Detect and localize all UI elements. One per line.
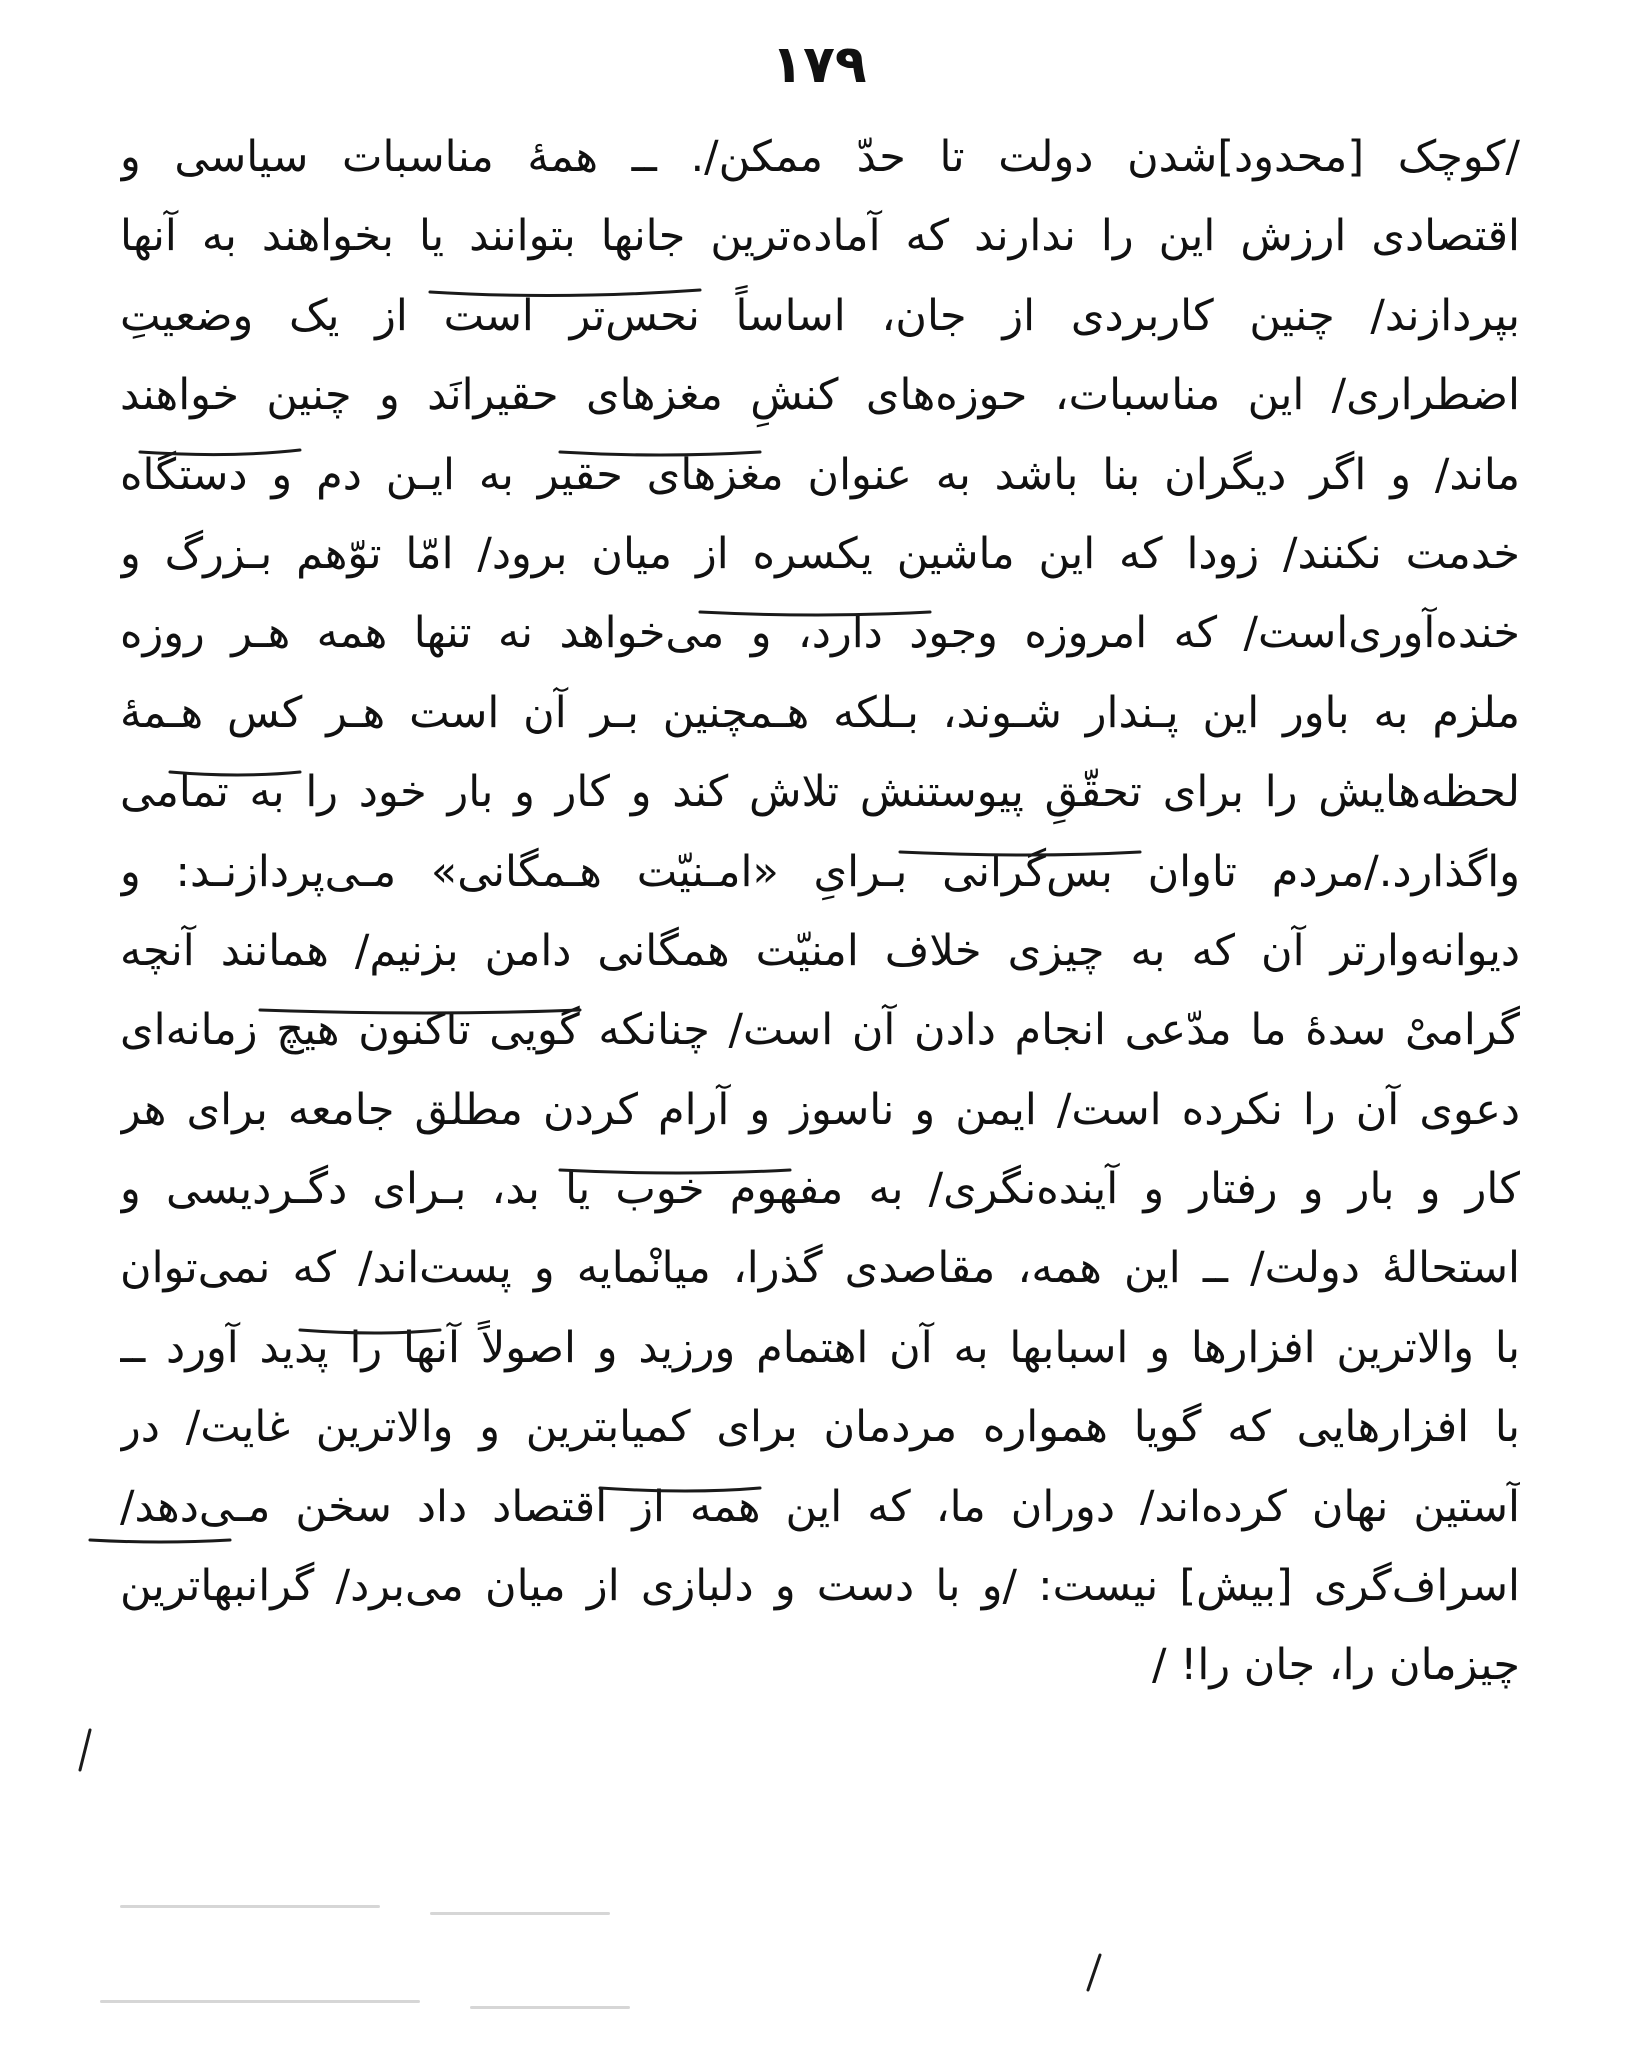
text-line: گرامیْ سدهٔ ما مدّعی انجام دادن آن است/ چنانکه گویی تاکنون هیچ زمانه‌ای [120, 1005, 1520, 1056]
text-line: اضطراری/ این مناسبات، حوزه‌های کنشِ مغزهای حقیرانَد و چنین خواهند [120, 370, 1520, 421]
text-line: خنده‌آوری‌است/ که امروزه وجود دارد، و می‌خواهد نه تنها همه هـر روزه [120, 608, 1520, 659]
text-line: کار و بار و رفتار و آینده‌نگری/ به مفهوم خوب یا بد، بـرای دگـردیسی و [120, 1164, 1520, 1215]
text-line: اقتصادی ارزش این را ندارند که آماده‌ترین جانها بتوانند یا بخواهند به آنها [120, 211, 1520, 262]
text-line: واگذارد./مردم تاوان بس‌گرانی بـرایِ «امـنیّت هـمگانی» مـی‌پردازنـد: و [120, 846, 1520, 897]
text-line: لحظه‌هایش را برای تحقّقِ پیوستنش تلاش کند و کار و بار خود را به تمامی [120, 767, 1520, 818]
body-text [120, 118, 1520, 1706]
scan-smudge [100, 2000, 420, 2003]
text-line: خدمت نکنند/ زودا که این ماشین یکسره از میان برود/ امّا توّهم بـزرگ و [120, 528, 1520, 579]
text-line: با افزارهایی که گویا همواره مردمان برای کمیابترین و والاترین غایت/ در [120, 1402, 1520, 1453]
text-line: با والاترین افزارها و اسبابها به آن اهتمام ورزید و اصولاً آنها را پدید آورد ــ [120, 1322, 1520, 1373]
text-line: چیزمان را، جان را! / [1152, 1640, 1520, 1691]
text-line: استحالهٔ دولت/ ــ این همه، مقاصدی گذرا، میانْمایه و پست‌اند/ که نمی‌توان [120, 1243, 1520, 1294]
scan-smudge [430, 1912, 610, 1915]
text-line: /کوچک [محدود]شدن دولت تا حدّ ممکن/. ــ همهٔ مناسبات سیاسی و [120, 132, 1520, 182]
text-line: ماند/ و اگر دیگران بنا باشد به عنوان مغزهای حقیر به ایـن دم و دستگاه [120, 449, 1520, 500]
page-number: ۱۷۹ [771, 35, 867, 95]
text-line: بپردازند/ چنین کاربردی از جان، اساساً نحس‌تر است از یک وضعیتِ [120, 290, 1520, 341]
scan-smudge [470, 2006, 630, 2009]
text-line: اسراف‌گری [بیش] نیست: /و با دست و دلبازی از میان می‌برد/ گرانبهاترین [120, 1561, 1520, 1612]
slash-mark [80, 1730, 90, 1770]
text-line: دیوانه‌وارتر آن که به چیزی خلاف امنیّت همگانی دامن بزنیم/ همانند آنچه [120, 925, 1520, 976]
text-line: دعوی آن را نکرده است/ ایمن و ناسوز و آرام کردن مطلق جامعه برای هر [120, 1084, 1520, 1135]
text-line: آستین نهان کرده‌اند/ دوران ما، که این همه از اقتصاد داد سخن مـی‌دهد/ [120, 1481, 1520, 1532]
text-line: ملزم به باور این پـندار شـوند، بـلکه هـمچنین بـر آن است هـر کس هـمهٔ [120, 687, 1520, 738]
scan-smudge [120, 1905, 380, 1908]
slash-mark [1088, 1955, 1100, 1990]
